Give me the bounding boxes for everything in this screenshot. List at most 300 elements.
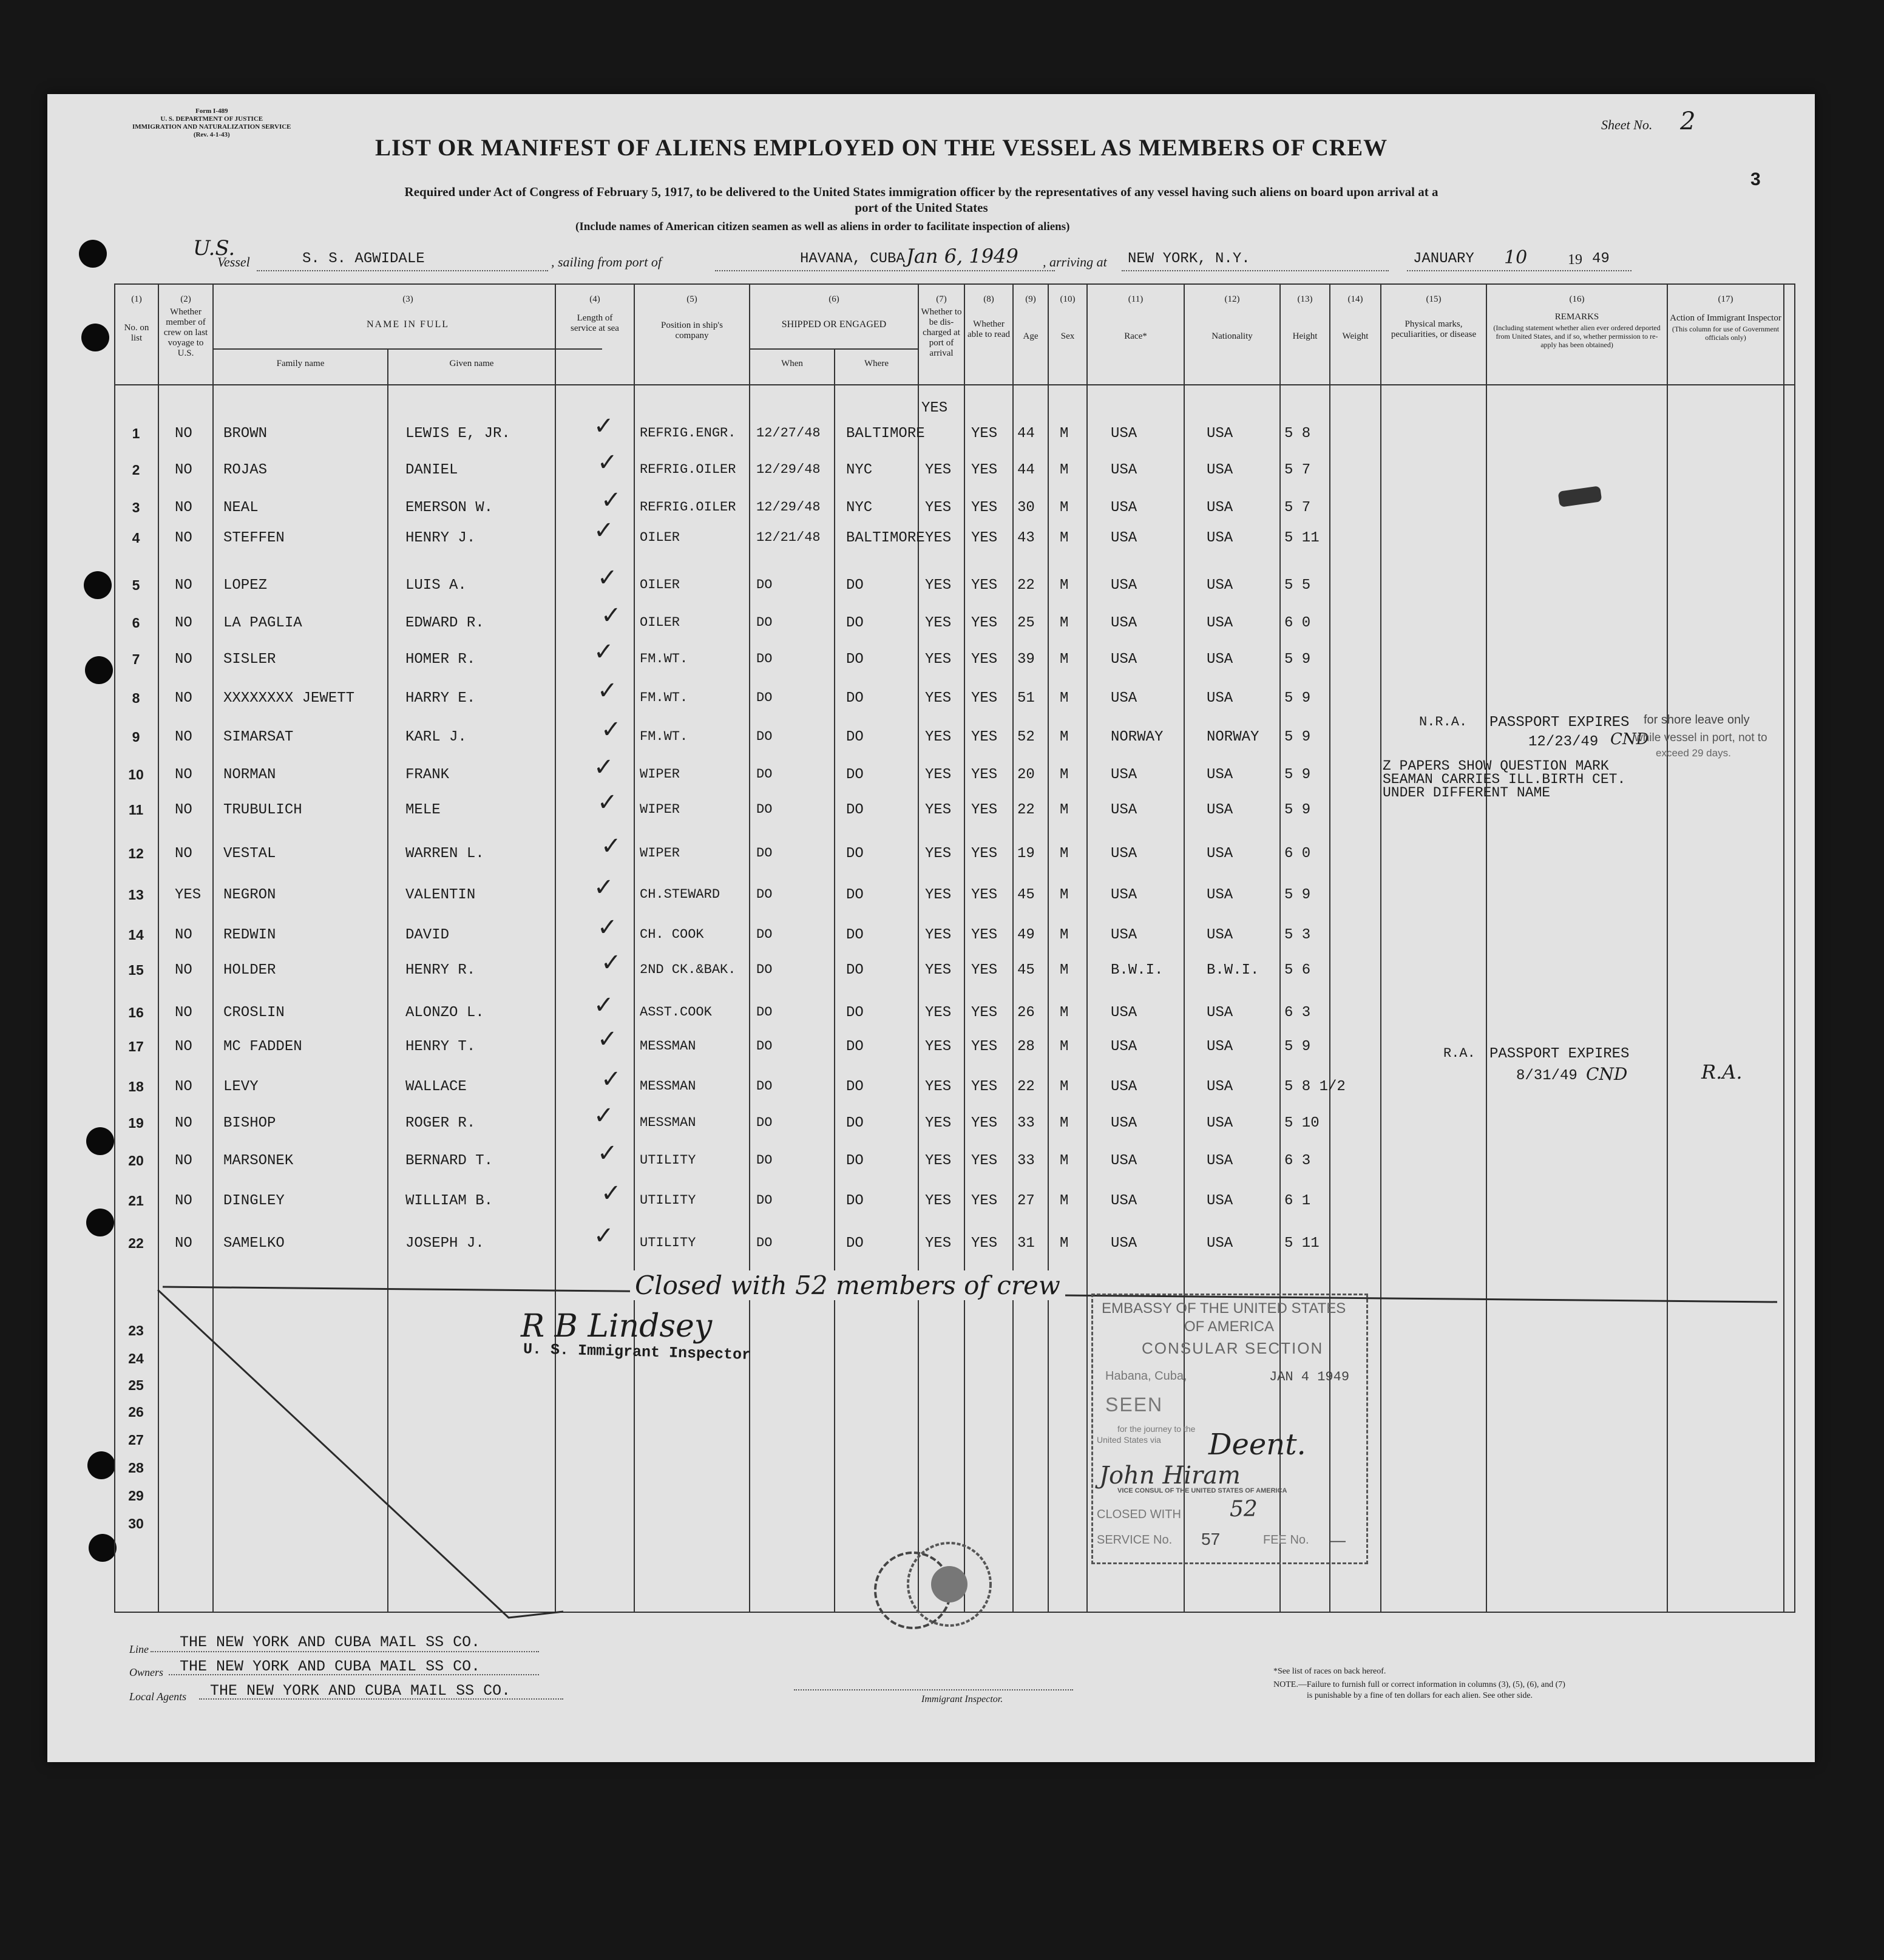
row-able-to-read: YES <box>971 846 998 862</box>
row-position: WIPER <box>640 846 680 861</box>
row-number: 13 <box>128 887 144 903</box>
page-title: LIST OR MANIFEST OF ALIENS EMPLOYED ON THE VESSEL AS MEMBERS OF CREW <box>375 135 1388 161</box>
empty-row-number: 30 <box>128 1516 144 1531</box>
row-age: 45 <box>1017 962 1035 978</box>
row-height: 6 0 <box>1284 846 1311 862</box>
row-shipped-where: BALTIMORE <box>846 426 925 442</box>
row-position: OILER <box>640 615 680 630</box>
row-nationality: USA <box>1207 1193 1233 1209</box>
empty-row-number: 24 <box>128 1351 144 1366</box>
service-check-mark: ✓ <box>594 412 614 440</box>
remark-row10-line1: Z PAPERS SHOW QUESTION MARK <box>1383 758 1609 774</box>
form-id: Form I-489 <box>195 107 228 115</box>
footer-races-note: *See list of races on back hereof. <box>1273 1667 1386 1676</box>
header-position: (5) Position in ship's company <box>661 294 723 341</box>
row-shipped-where: DO <box>846 1079 864 1095</box>
row-shipped-where: DO <box>846 802 864 818</box>
row-discharged: YES <box>925 887 952 903</box>
row-number: 14 <box>128 927 144 943</box>
sailing-port: HAVANA, CUBA <box>800 251 905 267</box>
row-position: UTILITY <box>640 1193 696 1208</box>
row-shipped-where: DO <box>846 651 864 668</box>
row-given-name: WARREN L. <box>405 846 484 862</box>
row-position: REFRIG.OILER <box>640 500 736 515</box>
row-sex: M <box>1060 802 1069 818</box>
row-age: 22 <box>1017 802 1035 818</box>
vessel-name: S. S. AGWIDALE <box>302 251 425 267</box>
row-nationality: USA <box>1207 462 1233 478</box>
row-family-name: MARSONEK <box>223 1153 294 1169</box>
empty-row-number: 29 <box>128 1488 144 1504</box>
row-given-name: MELE <box>405 802 441 818</box>
row-given-name: HENRY J. <box>405 530 476 546</box>
sailing-label: , sailing from port of <box>551 254 662 270</box>
row-age: 49 <box>1017 927 1035 943</box>
row-number: 11 <box>128 802 144 818</box>
row-able-to-read: YES <box>971 962 998 978</box>
row-able-to-read: YES <box>971 1079 998 1095</box>
row-last-voyage: NO <box>175 1193 192 1209</box>
row-family-name: VESTAL <box>223 846 276 862</box>
row-race: USA <box>1111 615 1137 631</box>
row-sex: M <box>1060 887 1069 903</box>
row-given-name: HENRY R. <box>405 962 476 978</box>
service-check-mark: ✓ <box>601 1179 622 1207</box>
row-height: 5 9 <box>1284 1039 1311 1055</box>
stamp-journey: for the journey to the <box>1117 1424 1196 1434</box>
row-height: 6 1 <box>1284 1193 1311 1209</box>
row-discharged: YES <box>925 802 952 818</box>
row-nationality: USA <box>1207 1005 1233 1021</box>
manifest-sheet <box>47 94 1815 1762</box>
row-able-to-read: YES <box>971 1115 998 1131</box>
row-last-voyage: NO <box>175 500 192 516</box>
row-given-name: DANIEL <box>405 462 458 478</box>
row-shipped-where: DO <box>846 729 864 745</box>
remark-ra-label: R.A. <box>1443 1046 1476 1061</box>
corner-number: 3 <box>1750 169 1761 189</box>
row-family-name: HOLDER <box>223 962 276 978</box>
row-last-voyage: NO <box>175 1153 192 1169</box>
row-number: 5 <box>132 577 140 593</box>
consular-stamp <box>1091 1294 1368 1564</box>
row-race: USA <box>1111 500 1137 516</box>
service-check-mark: ✓ <box>594 1102 614 1130</box>
service-check-mark: ✓ <box>597 449 618 476</box>
header-last-voyage: (2) Whether member of crew on last voyage to U.S. <box>163 294 208 358</box>
row-family-name: ROJAS <box>223 462 268 478</box>
row-nationality: USA <box>1207 690 1233 707</box>
row-given-name: KARL J. <box>405 729 467 745</box>
row-shipped-where: DO <box>846 1193 864 1209</box>
row-age: 45 <box>1017 887 1035 903</box>
service-check-mark: ✓ <box>601 1065 622 1093</box>
stamp-fee-label: FEE No. <box>1263 1533 1309 1547</box>
service-check-mark: ✓ <box>594 991 614 1019</box>
row-race: USA <box>1111 1005 1137 1021</box>
row-family-name: LOPEZ <box>223 577 268 594</box>
empty-row-number: 25 <box>128 1377 144 1393</box>
row-nationality: USA <box>1207 767 1233 783</box>
footer-line-rule <box>151 1651 539 1652</box>
row-nationality: USA <box>1207 1115 1233 1131</box>
service-check-mark: ✓ <box>594 638 614 666</box>
row-race: USA <box>1111 426 1137 442</box>
row-shipped-where: DO <box>846 690 864 707</box>
row-discharged: YES <box>925 846 952 862</box>
row-position: OILER <box>640 577 680 592</box>
row-height: 5 9 <box>1284 729 1311 745</box>
row-height: 5 8 <box>1284 426 1311 442</box>
row-number: 21 <box>128 1193 144 1209</box>
service-check-mark: ✓ <box>597 677 618 705</box>
header-family-name: Family name <box>276 359 325 368</box>
header-discharged: (7) Whether to be dis-charged at port of arrival <box>921 294 962 358</box>
remark-row9-hand: CND <box>1610 730 1649 748</box>
service-check-mark: ✓ <box>601 602 622 629</box>
header-given-name: Given name <box>449 359 494 368</box>
row-shipped-where: DO <box>846 1235 864 1252</box>
row-shipped-when: DO <box>756 1079 773 1094</box>
row-position: MESSMAN <box>640 1079 696 1094</box>
row-discharged: YES <box>925 690 952 707</box>
footer-inspector: Immigrant Inspector. <box>921 1694 1003 1704</box>
row-shipped-where: NYC <box>846 500 873 516</box>
row-able-to-read: YES <box>971 1235 998 1252</box>
row-race: USA <box>1111 1039 1137 1055</box>
row-nationality: USA <box>1207 887 1233 903</box>
row-height: 6 3 <box>1284 1005 1311 1021</box>
sailing-date: Jan 6, 1949 <box>906 245 1018 268</box>
row-position: CH. COOK <box>640 927 704 942</box>
header-shipped: (6) SHIPPED OR ENGAGED <box>781 294 887 330</box>
header-length-service: (4) Length of service at sea <box>571 294 619 333</box>
form-revision: (Rev. 4-1-43) <box>193 131 230 138</box>
row-able-to-read: YES <box>971 1193 998 1209</box>
arrival-day: 10 <box>1504 247 1528 268</box>
row-family-name: DINGLEY <box>223 1193 285 1209</box>
row-race: USA <box>1111 462 1137 478</box>
empty-row-number: 26 <box>128 1404 144 1420</box>
header-race: (11) Race* <box>1124 294 1147 341</box>
service-check-mark: ✓ <box>597 1139 618 1167</box>
row-family-name: BROWN <box>223 426 268 442</box>
row-last-voyage: NO <box>175 1115 192 1131</box>
service-check-mark: ✓ <box>594 1222 614 1250</box>
row-nationality: NORWAY <box>1207 729 1259 745</box>
row-able-to-read: YES <box>971 767 998 783</box>
row-sex: M <box>1060 615 1069 631</box>
header-when: When <box>781 359 803 368</box>
remark-row9-line2: 12/23/49 <box>1528 734 1599 750</box>
header-nationality: (12) Nationality <box>1211 294 1253 341</box>
row-sex: M <box>1060 577 1069 594</box>
void-diagonal-stroke <box>158 1290 563 1618</box>
row-discharged: YES <box>925 1115 952 1131</box>
row-shipped-where: DO <box>846 962 864 978</box>
row-position: REFRIG.ENGR. <box>640 426 736 441</box>
row-sex: M <box>1060 1079 1069 1095</box>
row-able-to-read: YES <box>971 500 998 516</box>
row-age: 27 <box>1017 1193 1035 1209</box>
inspector-title: U. S. Immigrant Inspector <box>523 1340 751 1364</box>
remark-nra-label: N.R.A. <box>1419 714 1468 730</box>
row-race: USA <box>1111 767 1137 783</box>
stamp-closed-with: 52 <box>1230 1497 1258 1522</box>
row-discharged: YES <box>925 1235 952 1252</box>
stamp-service-no: 57 <box>1201 1530 1221 1548</box>
action-row15: R.A. <box>1701 1060 1743 1083</box>
row-shipped-where: DO <box>846 1153 864 1169</box>
row-position: MESSMAN <box>640 1039 696 1054</box>
service-check-mark: ✓ <box>597 914 618 941</box>
row-race: USA <box>1111 846 1137 862</box>
empty-row-number: 28 <box>128 1460 144 1476</box>
footer-agents-label: Local Agents <box>129 1690 187 1703</box>
header-no: (1) No. on list <box>124 294 149 343</box>
footer-owners: THE NEW YORK AND CUBA MAIL SS CO. <box>180 1658 481 1675</box>
row-shipped-when: 12/29/48 <box>756 462 821 477</box>
row-discharged: YES <box>925 530 952 546</box>
row-height: 5 9 <box>1284 690 1311 707</box>
row-sex: M <box>1060 846 1069 862</box>
row-age: 22 <box>1017 1079 1035 1095</box>
row-number: 19 <box>128 1115 144 1131</box>
stamp-consul-signature: John Hiram <box>1099 1462 1241 1490</box>
row-able-to-read: YES <box>971 426 998 442</box>
row-age: 31 <box>1017 1235 1035 1252</box>
row-position: MESSMAN <box>640 1115 696 1130</box>
footer-owners-label: Owners <box>129 1666 164 1678</box>
row-family-name: STEFFEN <box>223 530 285 546</box>
footer-agents-rule <box>199 1698 563 1700</box>
header-height: (13) Height <box>1292 294 1318 341</box>
row-family-name: LA PAGLIA <box>223 615 302 631</box>
row-number: 2 <box>132 462 140 478</box>
row-age: 44 <box>1017 462 1035 478</box>
row-race: USA <box>1111 577 1137 594</box>
row-able-to-read: YES <box>971 462 998 478</box>
row-height: 5 6 <box>1284 962 1311 978</box>
row-given-name: ROGER R. <box>405 1115 476 1131</box>
row-shipped-where: DO <box>846 1115 864 1131</box>
row-discharged: YES <box>925 651 952 668</box>
row-sex: M <box>1060 962 1069 978</box>
row-number: 20 <box>128 1153 144 1168</box>
row-shipped-when: DO <box>756 577 773 592</box>
row-last-voyage: YES <box>175 887 202 903</box>
remark-row9-overprint2: while vessel in port, not to <box>1635 731 1767 744</box>
row-race: USA <box>1111 530 1137 546</box>
row-shipped-when: DO <box>756 962 773 977</box>
header-physical-marks: (15) Physical marks, peculiarities, or disease <box>1391 294 1477 339</box>
row-number: 7 <box>132 651 140 667</box>
empty-row-number: 23 <box>128 1323 144 1338</box>
remark-row9-overprint: for shore leave only <box>1644 713 1750 727</box>
closing-strokes <box>47 94 1815 1762</box>
us-handwritten-mark: U.S. <box>193 236 235 260</box>
row-last-voyage: NO <box>175 729 192 745</box>
row-age: 52 <box>1017 729 1035 745</box>
row-family-name: SISLER <box>223 651 276 668</box>
footer-note-1: NOTE.—Failure to furnish full or correct information in columns (3), (5), (6), and (7) <box>1273 1680 1565 1689</box>
row-shipped-when: DO <box>756 651 773 666</box>
row-shipped-where: DO <box>846 887 864 903</box>
requirement-line2: port of the United States <box>855 200 988 215</box>
row-last-voyage: NO <box>175 462 192 478</box>
row-given-name: HARRY E. <box>405 690 476 707</box>
row-family-name: SIMARSAT <box>223 729 294 745</box>
row-discharged: YES <box>925 1005 952 1021</box>
service-check-mark: ✓ <box>601 486 622 514</box>
row-sex: M <box>1060 767 1069 783</box>
row-shipped-when: DO <box>756 1005 773 1020</box>
row-able-to-read: YES <box>971 1153 998 1169</box>
row-shipped-where: DO <box>846 767 864 783</box>
row-height: 5 11 <box>1284 530 1320 546</box>
row-race: USA <box>1111 1115 1137 1131</box>
row-discharged: YES <box>925 1153 952 1169</box>
row-given-name: FRANK <box>405 767 450 783</box>
row-number: 18 <box>128 1079 144 1094</box>
row-position: OILER <box>640 530 680 545</box>
remark-row9-line1: PASSPORT EXPIRES <box>1489 714 1630 731</box>
row-race: USA <box>1111 1153 1137 1169</box>
service-check-mark: ✓ <box>601 832 622 860</box>
footer-note-2: is punishable by a fine of ten dollars for each alien. See other side. <box>1307 1691 1533 1700</box>
arrival-century: 19 <box>1568 252 1582 268</box>
row-nationality: USA <box>1207 577 1233 594</box>
sheet-no: 2 <box>1680 107 1696 135</box>
row-age: 26 <box>1017 1005 1035 1021</box>
service-check-mark: ✓ <box>597 564 618 592</box>
stamp-consul-title: VICE CONSUL OF THE UNITED STATES OF AMERICA <box>1117 1487 1287 1494</box>
row-sex: M <box>1060 426 1069 442</box>
row-able-to-read: YES <box>971 530 998 546</box>
row-position: FM.WT. <box>640 690 688 705</box>
row-sex: M <box>1060 1153 1069 1169</box>
footer-line: THE NEW YORK AND CUBA MAIL SS CO. <box>180 1633 481 1651</box>
row-sex: M <box>1060 690 1069 707</box>
row-last-voyage: NO <box>175 927 192 943</box>
row-family-name: NEAL <box>223 500 259 516</box>
row-family-name: MC FADDEN <box>223 1039 302 1055</box>
row-height: 5 8 1/2 <box>1284 1079 1346 1095</box>
remark-row10-line3: UNDER DIFFERENT NAME <box>1383 785 1551 801</box>
row-last-voyage: NO <box>175 846 192 862</box>
row-last-voyage: NO <box>175 1005 192 1021</box>
row-discharged: YES <box>925 962 952 978</box>
row-discharged: YES <box>925 577 952 594</box>
service-check-mark: ✓ <box>597 1025 618 1053</box>
row-sex: M <box>1060 729 1069 745</box>
row-age: 33 <box>1017 1153 1035 1169</box>
row-family-name: REDWIN <box>223 927 276 943</box>
row-number: 16 <box>128 1005 144 1020</box>
row-shipped-where: DO <box>846 846 864 862</box>
header-action: (17) Action of Immigrant Inspector (This column for use of Government officials only) <box>1670 294 1781 342</box>
row-number: 12 <box>128 846 144 861</box>
row-given-name: LUIS A. <box>405 577 467 594</box>
row-able-to-read: YES <box>971 1005 998 1021</box>
row-position: REFRIG.OILER <box>640 462 736 477</box>
row-race: USA <box>1111 927 1137 943</box>
stamp-journey2: United States via <box>1097 1435 1161 1445</box>
row-able-to-read: YES <box>971 651 998 668</box>
row-race: USA <box>1111 1193 1137 1209</box>
stamp-closed-with-label: CLOSED WITH <box>1097 1508 1181 1521</box>
row-nationality: USA <box>1207 1235 1233 1252</box>
row-discharged: YES <box>925 767 952 783</box>
stamp-seen: SEEN <box>1105 1394 1164 1416</box>
row-nationality: USA <box>1207 651 1233 668</box>
row-number: 8 <box>132 690 140 706</box>
row-shipped-when: DO <box>756 1235 773 1250</box>
row-nationality: B.W.I. <box>1207 962 1259 978</box>
row-family-name: SAMELKO <box>223 1235 285 1252</box>
service-check-mark: ✓ <box>594 873 614 901</box>
row-sex: M <box>1060 1005 1069 1021</box>
row-height: 5 9 <box>1284 887 1311 903</box>
row-sex: M <box>1060 530 1069 546</box>
service-check-mark: ✓ <box>594 517 614 544</box>
inspector-signature: R B Lindsey <box>521 1308 713 1345</box>
row-age: 28 <box>1017 1039 1035 1055</box>
row-race: USA <box>1111 1079 1137 1095</box>
row-sex: M <box>1060 1235 1069 1252</box>
stamp-fee-no: — <box>1330 1531 1346 1549</box>
row-last-voyage: NO <box>175 1079 192 1095</box>
arrival-month: JANUARY <box>1413 251 1474 267</box>
row-able-to-read: YES <box>971 690 998 707</box>
row-discharged: YES <box>925 729 952 745</box>
row-last-voyage: NO <box>175 530 192 546</box>
row-age: 44 <box>1017 426 1035 442</box>
service-check-mark: ✓ <box>601 716 622 744</box>
row-family-name: LEVY <box>223 1079 259 1095</box>
row-discharged: YES <box>925 927 952 943</box>
row-family-name: XXXXXXXX JEWETT <box>223 690 355 707</box>
row-discharged: YES <box>925 615 952 631</box>
row-height: 5 7 <box>1284 462 1311 478</box>
row-given-name: JOSEPH J. <box>405 1235 484 1252</box>
row-position: UTILITY <box>640 1153 696 1168</box>
row-age: 39 <box>1017 651 1035 668</box>
remark-row10-line2: SEAMAN CARRIES ILL.BIRTH CET. <box>1383 771 1626 787</box>
row-shipped-when: DO <box>756 1193 773 1208</box>
header-weight: (14) Weight <box>1342 294 1369 341</box>
row-shipped-when: DO <box>756 690 773 705</box>
row-given-name: WILLIAM B. <box>405 1193 493 1209</box>
form-service: IMMIGRATION AND NATURALIZATION SERVICE <box>132 123 291 131</box>
row-shipped-when: DO <box>756 1153 773 1168</box>
form-department: U. S. DEPARTMENT OF JUSTICE <box>160 115 263 123</box>
row-position: UTILITY <box>640 1235 696 1250</box>
row-nationality: USA <box>1207 500 1233 516</box>
row-height: 5 9 <box>1284 767 1311 783</box>
row-number: 9 <box>132 729 140 745</box>
row-shipped-when: DO <box>756 846 773 861</box>
sheet-no-label: Sheet No. <box>1601 117 1653 132</box>
stamp-service-label: SERVICE No. <box>1097 1533 1173 1547</box>
header-name: (3) NAME IN FULL <box>367 294 449 330</box>
row-number: 17 <box>128 1039 144 1054</box>
closing-note: Closed with 52 members of crew <box>630 1270 1065 1300</box>
vessel-label: Vessel <box>217 254 250 270</box>
service-check-mark: ✓ <box>601 949 622 977</box>
row-shipped-where: DO <box>846 1005 864 1021</box>
pre-row-note: YES <box>921 400 948 416</box>
